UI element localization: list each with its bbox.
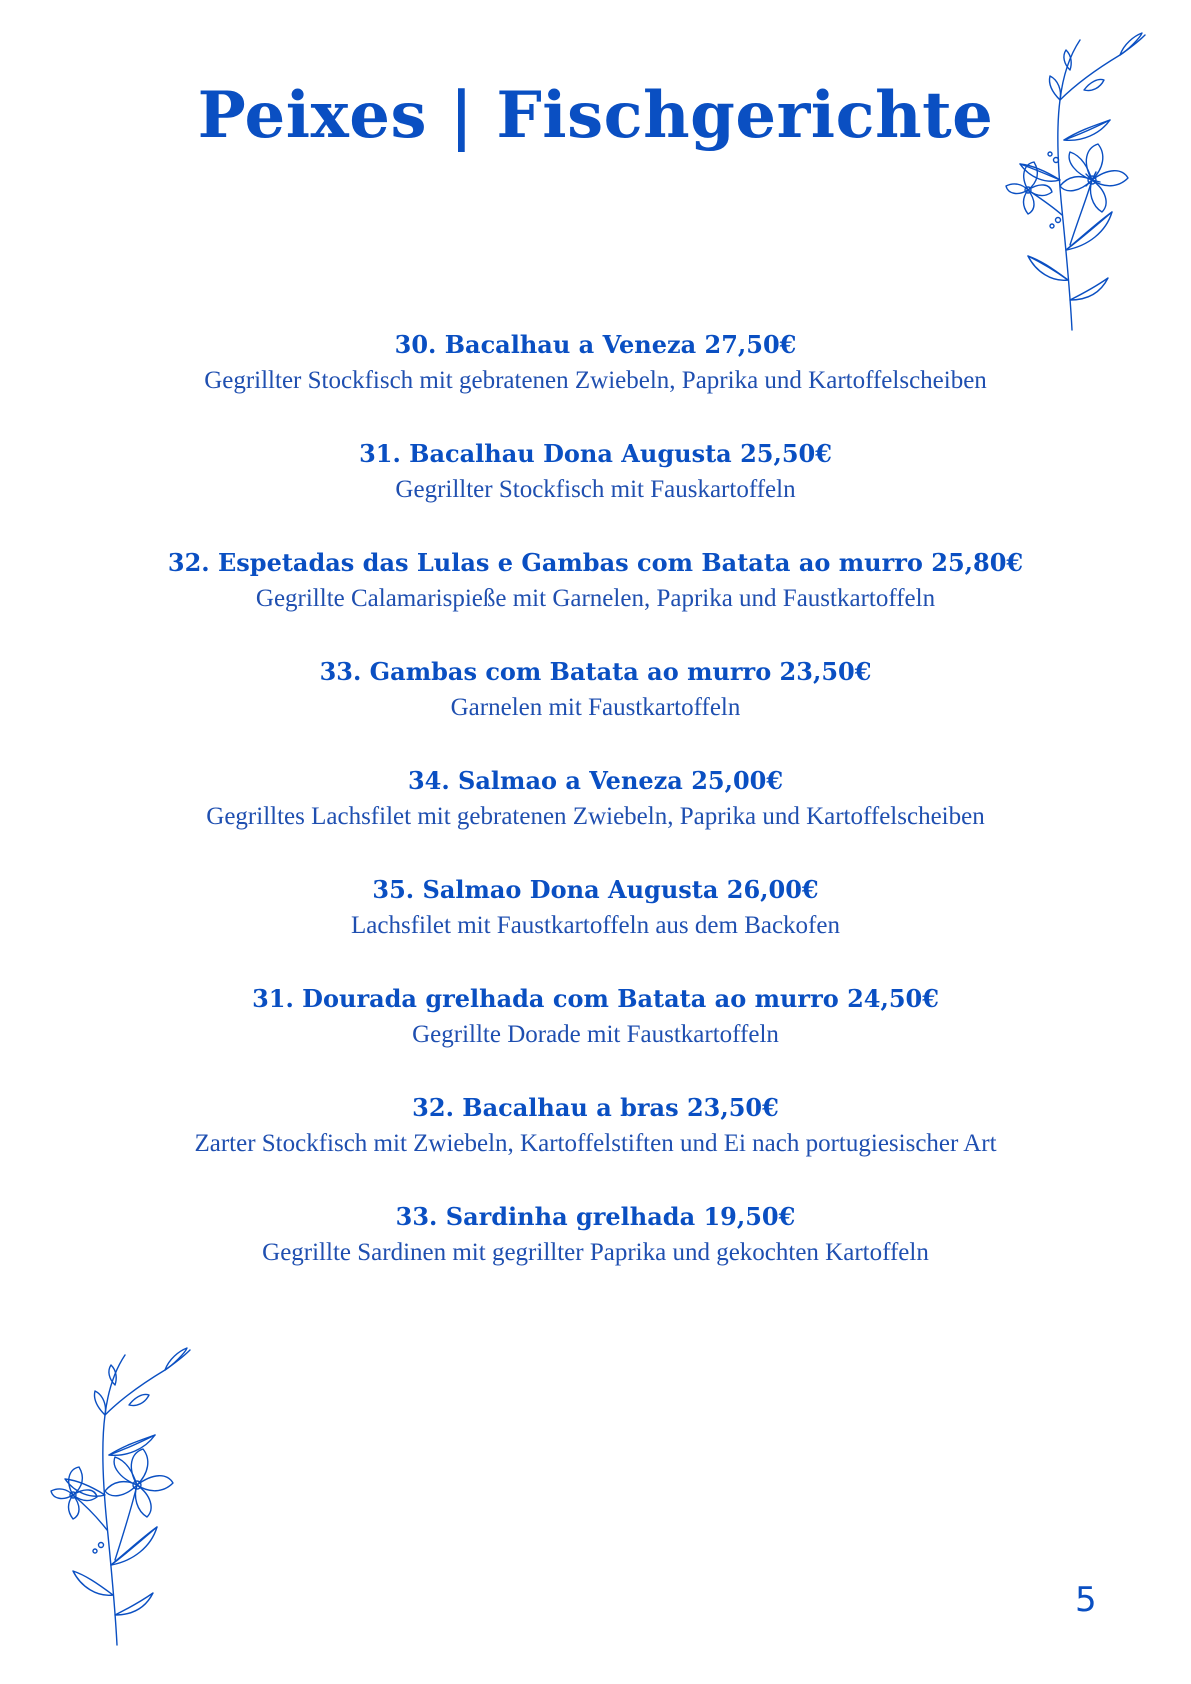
menu-item-description: Gegrillter Stockfisch mit gebratenen Zwiebeln, Paprika und Kartoffelscheiben (204, 367, 987, 394)
menu-item-name: 32. Bacalhau a bras 23,50€ (412, 1093, 779, 1122)
page-title: Peixes | Fischgerichte (197, 78, 994, 153)
menu-item-description: Gegrilltes Lachsfilet mit gebratenen Zwiebeln, Paprika und Kartoffelscheiben (206, 803, 985, 830)
menu-item-description: Gegrillte Calamarispieße mit Garnelen, Paprika und Faustkartoffeln (255, 585, 936, 612)
menu-item (0, 1199, 1191, 1308)
menu-item-name: 31. Bacalhau Dona Augusta 25,50€ (359, 439, 832, 468)
menu-item (0, 327, 1191, 436)
floral-branch-icon (1000, 30, 1150, 335)
menu-item (0, 981, 1191, 1090)
menu-item (0, 436, 1191, 545)
menu-item-name: 33. Gambas com Batata ao murro 23,50€ (319, 657, 872, 686)
menu-item (0, 1090, 1191, 1199)
menu-item (0, 545, 1191, 654)
menu-item-name: 34. Salmao a Veneza 25,00€ (407, 766, 784, 795)
menu-item-name: 31. Dourada grelhada com Batata ao murro 24,50€ (252, 984, 939, 1013)
menu-item-description: Garnelen mit Faustkartoffeln (450, 694, 741, 721)
menu-item (0, 763, 1191, 872)
menu-item (0, 654, 1191, 763)
page-number: 5 (1075, 1580, 1097, 1620)
menu-item-description: Gegrillter Stockfisch mit Fauskartoffeln (395, 476, 796, 503)
menu-item-name: 30. Bacalhau a Veneza 27,50€ (394, 330, 797, 359)
menu-item-description: Gegrillte Dorade mit Faustkartoffeln (412, 1021, 779, 1048)
menu-list (0, 327, 1191, 1308)
menu-item-description: Gegrillte Sardinen mit gegrillter Paprika und gekochten Kartoffeln (262, 1239, 929, 1266)
menu-item-name: 35. Salmao Dona Augusta 26,00€ (372, 875, 819, 904)
menu-item-name: 33. Sardinha grelhada 19,50€ (395, 1202, 796, 1231)
menu-item (0, 872, 1191, 981)
menu-item-description: Lachsfilet mit Faustkartoffeln aus dem Backofen (351, 912, 840, 939)
menu-item-description: Zarter Stockfisch mit Zwiebeln, Kartoffelstiften und Ei nach portugiesischer Art (194, 1130, 997, 1157)
menu-item-name: 32. Espetadas das Lulas e Gambas com Batata ao murro 25,80€ (167, 548, 1024, 577)
floral-branch-icon (45, 1345, 195, 1650)
